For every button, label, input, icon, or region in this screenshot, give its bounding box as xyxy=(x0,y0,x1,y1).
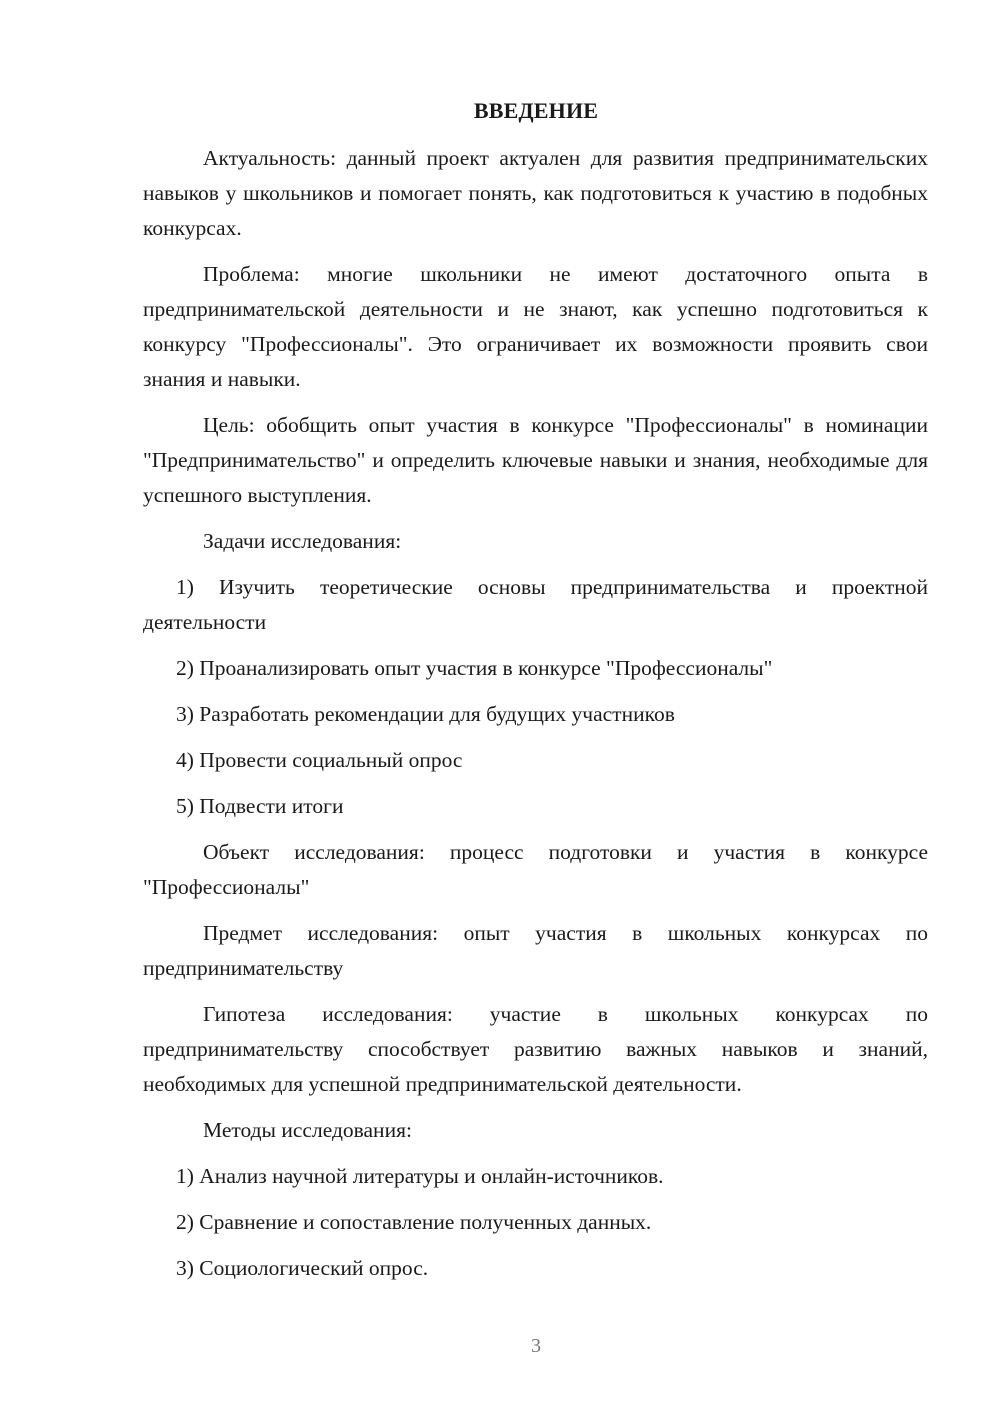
tasks-title: Задачи исследования: xyxy=(203,529,402,553)
methods-title: Методы исследования: xyxy=(203,1118,412,1142)
page-title: ВВЕДЕНИЕ xyxy=(473,98,599,123)
problem-paragraph: Проблема: многие школьники не имеют достаточного опыта в предпринимательской деятельности и не знают, как успешно подготовиться к конкурсу "Профессионалы". Это ограничивает их возможности проявить свои знания и навыки. xyxy=(143,262,928,391)
page-number: 3 xyxy=(531,1335,541,1357)
document-body xyxy=(143,141,928,1297)
hypothesis-paragraph: Гипотеза исследования: участие в школьных конкурсах по предпринимательству способствует развитию важных навыков и знаний, необходимых для успешной предпринимательской деятельности. xyxy=(143,1002,928,1096)
method-item: 2) Сравнение и сопоставление полученных данных. xyxy=(176,1210,652,1234)
task-item: 3) Разработать рекомендации для будущих участников xyxy=(176,702,675,726)
task-item: 4) Провести социальный опрос xyxy=(176,748,463,772)
relevance-paragraph: Актуальность: данный проект актуален для развития предпринимательских навыков у школьников и помогает понять, как подготовиться к участию в подобных конкурсах. xyxy=(143,146,928,240)
task-item: 2) Проанализировать опыт участия в конкурсе "Профессионалы" xyxy=(176,656,773,680)
object-paragraph: Объект исследования: процесс подготовки и участия в конкурсе "Профессионалы" xyxy=(143,840,928,899)
method-item: 1) Анализ научной литературы и онлайн-источников. xyxy=(176,1164,664,1188)
goal-paragraph: Цель: обобщить опыт участия в конкурсе "Профессионалы" в номинации "Предпринимательство" и определить ключевые навыки и знания, необходимые для успешного выступления. xyxy=(143,413,928,507)
task-item: 5) Подвести итоги xyxy=(176,794,344,818)
method-item: 3) Социологический опрос. xyxy=(176,1256,429,1280)
subject-paragraph: Предмет исследования: опыт участия в школьных конкурсах по предпринимательству xyxy=(143,921,928,980)
task-item: 1) Изучить теоретические основы предпринимательства и проектной деятельности xyxy=(143,575,928,634)
